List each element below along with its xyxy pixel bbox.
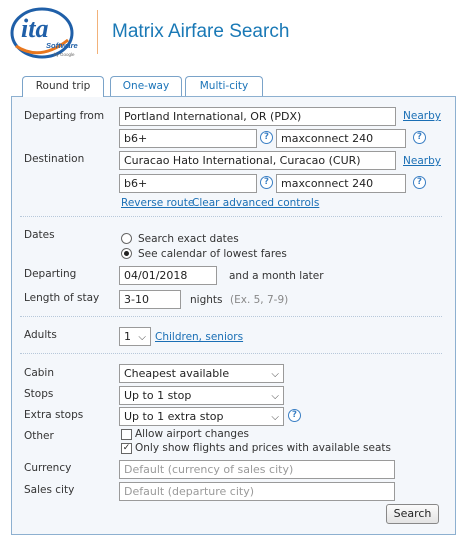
adults-select-value: 1 — [124, 330, 131, 343]
checkmark-icon: ✓ — [122, 443, 131, 453]
extra-stops-help-icon[interactable]: ? — [288, 409, 301, 422]
radio-calendar-lowest-fares[interactable] — [121, 248, 132, 259]
calendar-lowest-fares-label: See calendar of lowest fares — [138, 248, 287, 260]
tab-one-way[interactable]: One-way — [110, 76, 182, 96]
destination-input[interactable]: Curacao Hato International, Curacao (CUR) — [119, 151, 396, 170]
clear-advanced-controls-link[interactable]: Clear advanced controls — [192, 197, 320, 209]
nights-label: nights — [190, 294, 223, 306]
chevron-down-icon: ⌵ — [271, 369, 279, 380]
extra-stops-select-value: Up to 1 extra stop — [124, 410, 224, 423]
length-of-stay-input[interactable]: 3-10 — [119, 290, 181, 309]
ita-logo-graphic — [10, 6, 85, 60]
extra-stops-label: Extra stops — [24, 409, 84, 421]
allow-airport-changes-checkbox[interactable] — [121, 429, 132, 440]
chevron-down-icon: ⌵ — [271, 391, 279, 402]
destination-nearby-link[interactable]: Nearby — [403, 155, 441, 167]
departing-from-label: Departing from — [24, 110, 105, 122]
stops-label: Stops — [24, 388, 54, 400]
section-divider — [20, 316, 442, 317]
cabin-label: Cabin — [24, 367, 55, 379]
page-title: Matrix Airfare Search — [112, 21, 290, 42]
logo-sub: Software — [46, 41, 78, 50]
exact-dates-label: Search exact dates — [138, 233, 239, 245]
dates-label: Dates — [24, 229, 55, 241]
departing-routing-input[interactable]: b6+ — [119, 129, 257, 148]
extra-stops-select[interactable] — [119, 407, 284, 426]
destination-extension-input[interactable]: maxconnect 240 — [276, 174, 406, 193]
destination-label: Destination — [24, 153, 85, 165]
departing-nearby-link[interactable]: Nearby — [403, 110, 441, 122]
ita-software-logo — [10, 6, 85, 60]
sales-city-label: Sales city — [24, 484, 75, 496]
destination-extension-help-icon[interactable]: ? — [413, 176, 426, 189]
departing-date-suffix: and a month later — [229, 270, 324, 282]
sales-city-input[interactable]: Default (departure city) — [119, 482, 395, 501]
cabin-select[interactable] — [119, 364, 284, 383]
chevron-down-icon: ⌵ — [271, 412, 279, 423]
stops-select[interactable] — [119, 386, 284, 405]
stay-example-hint: (Ex. 5, 7-9) — [230, 294, 289, 306]
allow-airport-changes-label: Allow airport changes — [135, 428, 250, 440]
departing-date-input[interactable]: 04/01/2018 — [119, 266, 217, 285]
logo-by: by Google — [54, 52, 75, 57]
departing-extension-input[interactable]: maxconnect 240 — [276, 129, 406, 148]
departing-routing-help-icon[interactable]: ? — [260, 131, 273, 144]
destination-routing-input[interactable]: b6+ — [119, 174, 257, 193]
tab-multi-city[interactable]: Multi-city — [185, 76, 263, 96]
section-divider — [20, 216, 442, 217]
adults-select[interactable] — [119, 327, 151, 346]
chevron-down-icon: ⌵ — [138, 332, 146, 343]
logo-text: ita — [21, 14, 49, 43]
length-of-stay-label: Length of stay — [24, 292, 100, 304]
departing-from-input[interactable]: Portland International, OR (PDX) — [119, 107, 396, 126]
tab-round-trip[interactable]: Round trip — [22, 76, 104, 97]
stops-select-value: Up to 1 stop — [124, 389, 192, 402]
only-available-seats-label: Only show flights and prices with available seats — [135, 442, 391, 454]
departing-extension-help-icon[interactable]: ? — [413, 131, 426, 144]
header-divider — [97, 10, 98, 54]
currency-label: Currency — [24, 462, 72, 474]
cabin-select-value: Cheapest available — [124, 367, 230, 380]
search-button[interactable]: Search — [386, 504, 439, 524]
adults-label: Adults — [24, 329, 57, 341]
radio-exact-dates[interactable] — [121, 233, 132, 244]
currency-input[interactable]: Default (currency of sales city) — [119, 460, 395, 479]
only-available-seats-checkbox[interactable] — [121, 443, 132, 454]
other-label: Other — [24, 430, 54, 442]
departing-date-label: Departing — [24, 268, 77, 280]
children-seniors-link[interactable]: Children, seniors — [155, 331, 244, 343]
destination-routing-help-icon[interactable]: ? — [260, 176, 273, 189]
section-divider — [20, 353, 442, 354]
reverse-route-link[interactable]: Reverse route — [121, 197, 195, 209]
